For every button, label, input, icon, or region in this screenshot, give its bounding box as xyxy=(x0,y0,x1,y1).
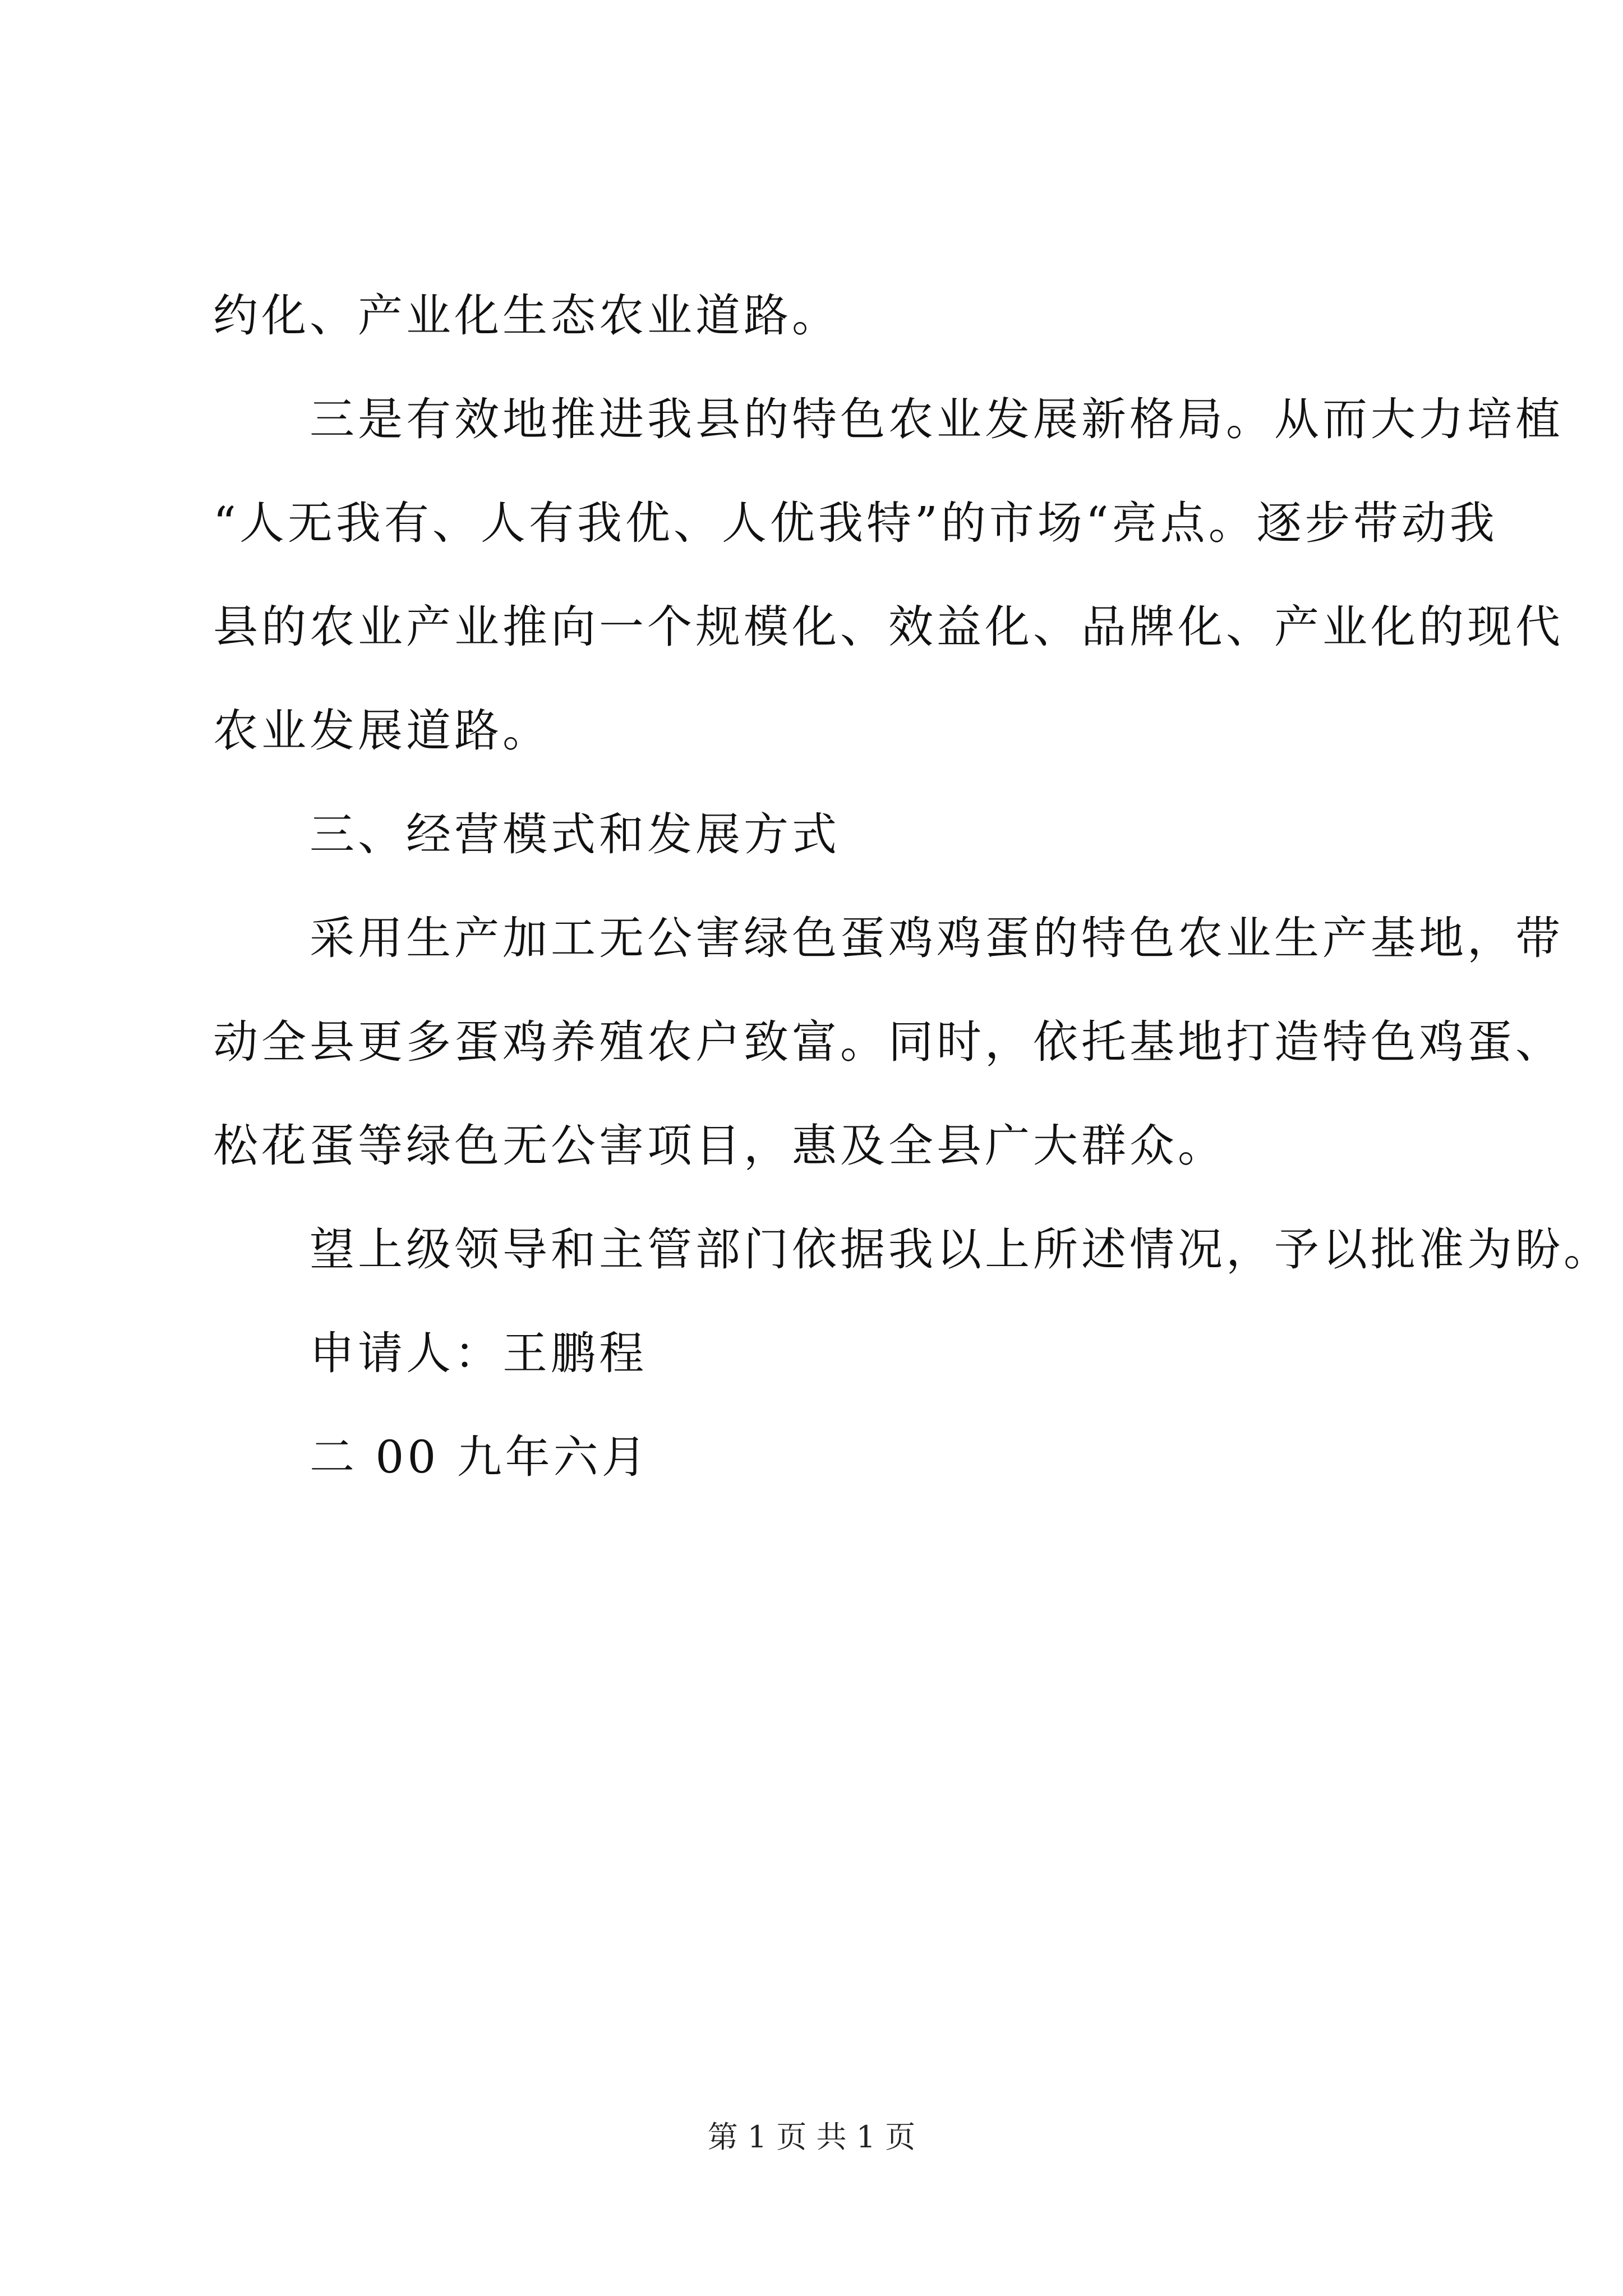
text-line: “人无我有、人有我优、人优我特”的市场“亮点。逐步带动我 xyxy=(213,497,1498,549)
text-line: 三是有效地推进我县的特色农业发展新格局。从而大力培植 xyxy=(310,393,1564,445)
page-number-footer: 第 1 页 共 1 页 xyxy=(707,2119,916,2155)
applicant-signature: 申请人：王鹏程 xyxy=(310,1327,647,1379)
text-line: 农业发展道路。 xyxy=(213,705,551,757)
text-line: 县的农业产业推向一个规模化、效益化、品牌化、产业化的现代 xyxy=(213,601,1564,653)
text-line: 采用生产加工无公害绿色蛋鸡鸡蛋的特色农业生产基地，带 xyxy=(310,912,1564,964)
text-line: 松花蛋等绿色无公害项目，惠及全县广大群众。 xyxy=(213,1120,1226,1172)
closing-request: 望上级领导和主管部门依据我以上所述情况，予以批准为盼。 xyxy=(310,1223,1612,1276)
text-line: 动全县更多蛋鸡养殖农户致富。同时，依托基地打造特色鸡蛋、 xyxy=(213,1016,1564,1068)
document-body xyxy=(213,264,1612,1509)
text-line: 约化、产业化生态农业道路。 xyxy=(213,289,840,342)
document-date: 二 00 九年六月 xyxy=(310,1431,650,1483)
section-heading: 三、经营模式和发展方式 xyxy=(310,808,840,861)
